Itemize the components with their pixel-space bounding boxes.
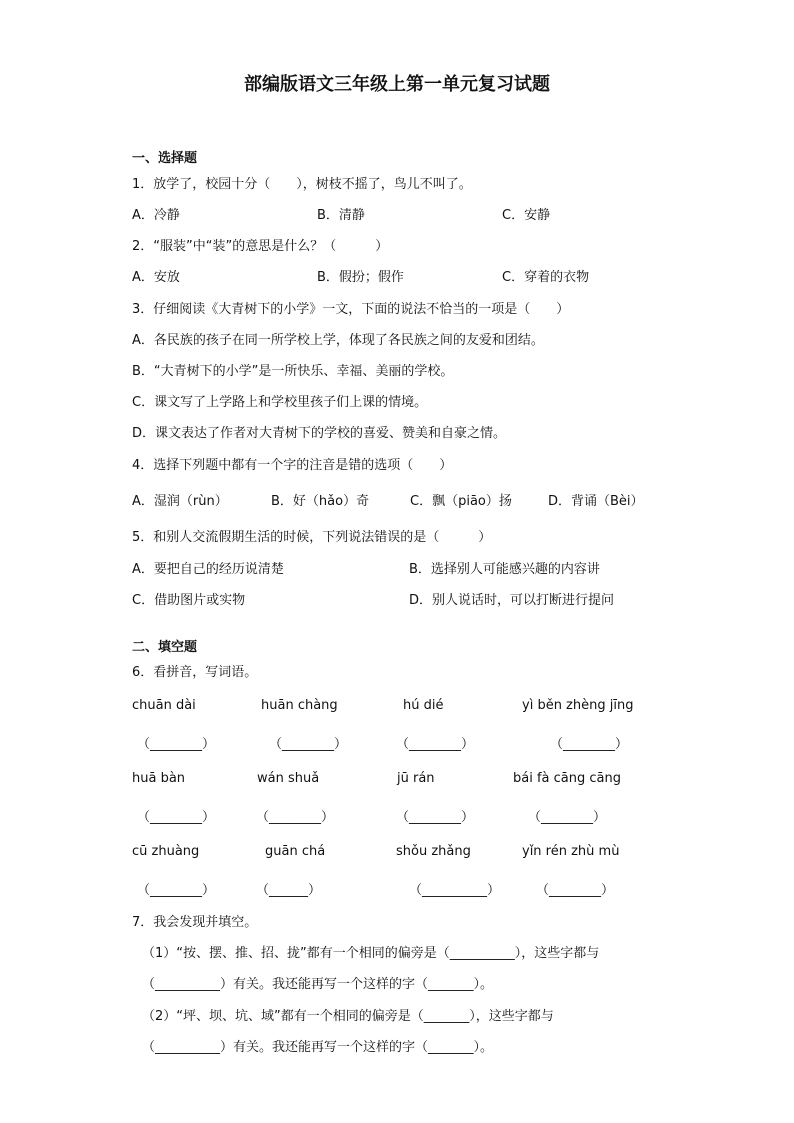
question-4-option-c: C．飘（piāo）扬 [410,494,512,509]
pinyin-item: hú dié [403,698,444,713]
question-5-option-a: A．要把自己的经历说清楚 [132,562,284,577]
pinyin-item: shǒu zhǎng [396,844,471,859]
question-3-stem: 3．仔细阅读《大青树下的小学》一文，下面的说法不恰当的一项是（ ） [132,302,570,317]
question-5-option-b: B．选择别人可能感兴趣的内容讲 [409,562,600,577]
question-5-option-d: D．别人说话时，可以打断进行提问 [409,593,615,608]
answer-blank[interactable]: （________） [269,737,348,752]
answer-blank[interactable]: （________） [550,737,629,752]
pinyin-item: huān chàng [261,698,338,713]
question-3-option-c: C．课文写了上学路上和学校里孩子们上课的情境。 [132,395,428,410]
question-2-option-c: C．穿着的衣物 [502,270,590,285]
question-1-option-a: A．冷静 [132,208,180,223]
question-4-option-b: B．好（hǎo）奇 [271,494,370,509]
question-7-stem: 7．我会发现并填空。 [132,915,258,930]
question-4-stem: 4．选择下列题中都有一个字的注音是错的选项（ ） [132,458,453,473]
question-6-stem: 6．看拼音，写词语。 [132,665,258,680]
question-7-part-1-line-1: （1）“按、摆、推、招、拢”都有一个相同的偏旁是（__________），这些字都与 [142,946,600,961]
question-7-part-1-line-2: （__________）有关。我还能再写一个这样的字（_______）。 [142,977,494,992]
question-4-option-a: A．湿润（rùn） [132,494,228,509]
answer-blank[interactable]: （________） [528,810,607,825]
question-5-option-c: C．借助图片或实物 [132,593,246,608]
question-7-part-2-line-1: （2）“坪、坝、坑、域”都有一个相同的偏旁是（_______），这些字都与 [142,1009,554,1024]
pinyin-item: wán shuǎ [257,771,320,786]
question-2-option-a: A．安放 [132,270,180,285]
section-heading-fill: 二、填空题 [132,640,198,655]
answer-blank[interactable]: （__________） [409,883,501,898]
question-3-option-b: B．“大青树下的小学”是一所快乐、幸福、美丽的学校。 [132,364,454,379]
pinyin-item: chuān dài [132,698,196,713]
question-5-stem: 5．和别人交流假期生活的时候，下列说法错误的是（ ） [132,530,492,545]
answer-blank[interactable]: （________） [137,810,216,825]
pinyin-item: bái fà cāng cāng [513,771,621,786]
question-7-part-2-line-2: （__________）有关。我还能再写一个这样的字（_______）。 [142,1040,494,1055]
question-3-option-a: A．各民族的孩子在同一所学校上学，体现了各民族之间的友爱和团结。 [132,333,544,348]
answer-blank[interactable]: （________） [396,737,475,752]
answer-blank[interactable]: （________） [396,810,475,825]
pinyin-item: huā bàn [132,771,186,786]
question-1-option-b: B．清静 [317,208,365,223]
question-2-option-b: B．假扮；假作 [317,270,404,285]
question-4-option-d: D．背诵（Bèi） [548,494,644,509]
answer-blank[interactable]: （________） [137,737,216,752]
pinyin-item: yì běn zhèng jīng [522,698,634,713]
pinyin-item: jū rán [397,771,435,786]
answer-blank[interactable]: （________） [137,883,216,898]
pinyin-item: guān chá [265,844,326,859]
section-heading-choice: 一、选择题 [132,151,198,166]
answer-blank[interactable]: （________） [536,883,615,898]
question-1-stem: 1．放学了，校园十分（ ），树枝不摇了，鸟儿不叫了。 [132,177,472,192]
answer-blank[interactable]: （________） [256,810,335,825]
pinyin-item: yǐn rén zhù mù [522,844,620,859]
question-3-option-d: D．课文表达了作者对大青树下的学校的喜爱、赞美和自豪之情。 [132,426,507,441]
page-title: 部编版语文三年级上第一单元复习试题 [244,74,550,95]
question-1-option-c: C．安静 [502,208,551,223]
pinyin-item: cū zhuàng [132,844,200,859]
question-2-stem: 2．“服装”中“装”的意思是什么？（ ） [132,239,389,254]
answer-blank[interactable]: （______） [256,883,322,898]
